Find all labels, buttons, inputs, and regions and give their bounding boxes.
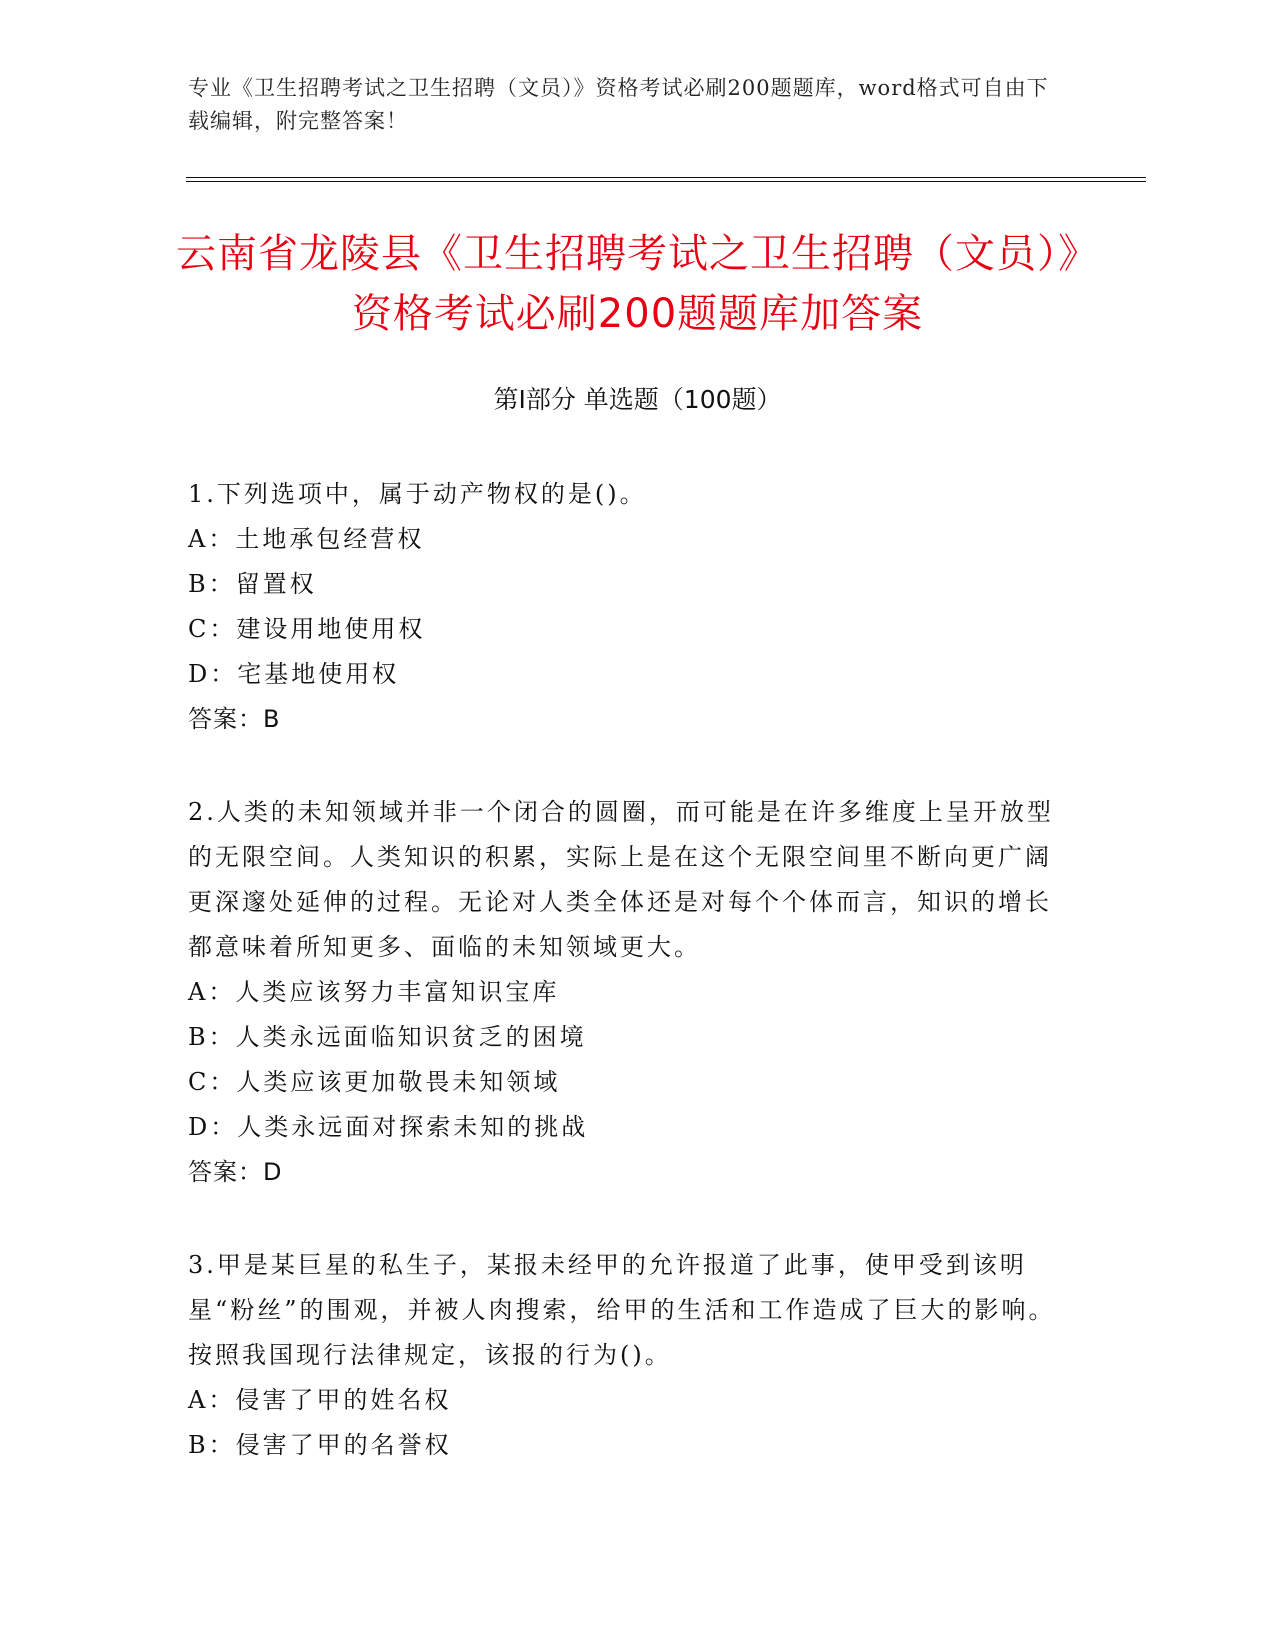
option-b: B：人类永远面临知识贫乏的困境	[188, 1023, 587, 1051]
question-stem: 1.下列选项中，属于动产物权的是()。	[188, 480, 647, 508]
option-b: B：侵害了甲的名誉权	[188, 1431, 452, 1459]
section-heading: 第I部分 单选题（100题）	[493, 385, 782, 414]
question-stem: 2.人类的未知领域并非一个闭合的圆圈，而可能是在许多维度上呈开放型的无限空间。人类知识的积累，实际上是在这个无限空间里不断向更广阔更深邃处延伸的过程。无论对人类全体还是对每个个体而言，知识的增长都意味着所知更多、面临的未知领域更大。	[188, 798, 1054, 961]
option-c: C：人类应该更加敬畏未知领域	[188, 1068, 561, 1096]
header-rule-top	[186, 177, 1146, 178]
header-rule-bottom	[186, 181, 1146, 182]
question-1	[188, 472, 1068, 742]
option-d: D：宅基地使用权	[188, 660, 400, 688]
option-a: A：人类应该努力丰富知识宝库	[188, 978, 560, 1006]
option-b: B：留置权	[188, 570, 317, 598]
question-2	[188, 790, 1068, 1195]
option-c: C：建设用地使用权	[188, 615, 426, 643]
option-a: A：侵害了甲的姓名权	[188, 1386, 452, 1414]
option-d: D：人类永远面对探索未知的挑战	[188, 1113, 589, 1141]
question-stem: 3.甲是某巨星的私生子，某报未经甲的允许报道了此事，使甲受到该明星“粉丝”的围观，并被人肉搜索，给甲的生活和工作造成了巨大的影响。按照我国现行法律规定，该报的行为()。	[188, 1251, 1056, 1369]
question-list	[188, 472, 1068, 1516]
answer: 答案：D	[188, 1158, 283, 1186]
answer: 答案：B	[188, 705, 281, 733]
option-a: A：土地承包经营权	[188, 525, 425, 553]
document-title: 云南省龙陵县《卫生招聘考试之卫生招聘（文员）》资格考试必刷200题题库加答案	[176, 231, 1099, 337]
question-3	[188, 1243, 1068, 1468]
header-note: 专业《卫生招聘考试之卫生招聘（文员）》资格考试必刷200题题库，word格式可自由下载编辑，附完整答案！	[188, 76, 1049, 133]
